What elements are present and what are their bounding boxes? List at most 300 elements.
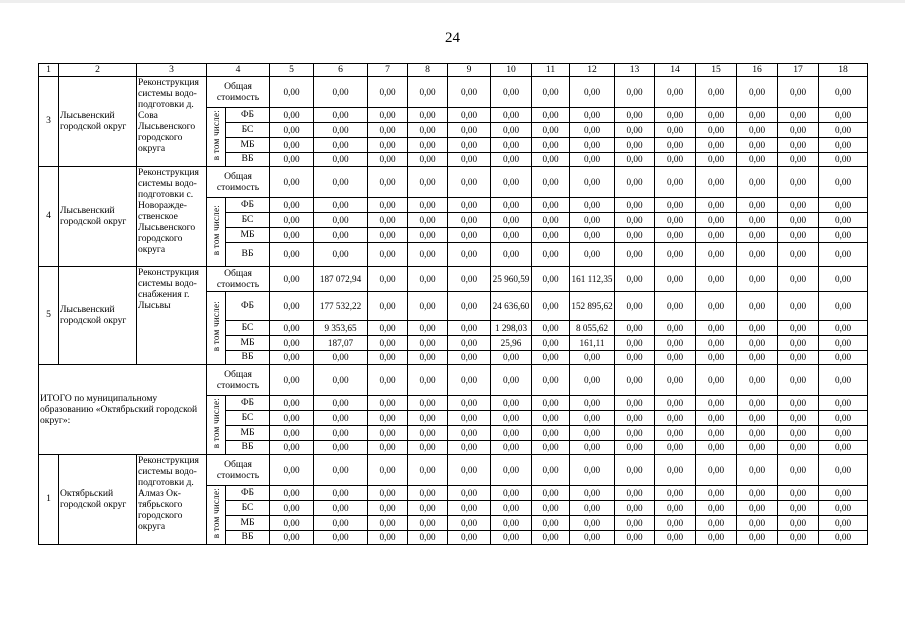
value-cell: 0,00: [778, 123, 819, 138]
value-cell: 0,00: [778, 228, 819, 243]
value-cell: 0,00: [615, 501, 655, 516]
value-cell: 0,00: [532, 351, 570, 365]
value-cell: 0,00: [778, 396, 819, 411]
fund-label: ФБ: [226, 108, 270, 123]
value-cell: 0,00: [655, 123, 696, 138]
col-header: 11: [532, 64, 570, 77]
value-cell: 0,00: [270, 441, 314, 455]
value-cell: 0,00: [368, 153, 408, 167]
value-cell: 0,00: [615, 516, 655, 531]
table-row: [39, 167, 868, 198]
object-name: Реконструкция системы водо- подготовки д. Алмаз Ок- тябрьского городского округа: [137, 455, 207, 545]
value-cell: 0,00: [570, 531, 615, 545]
value-cell: 0,00: [819, 108, 868, 123]
value-cell: 0,00: [819, 213, 868, 228]
value-cell: 25,96: [491, 336, 532, 351]
value-cell: 0,00: [491, 213, 532, 228]
value-cell: 0,00: [570, 138, 615, 153]
value-cell: 161 112,35: [570, 267, 615, 292]
value-cell: 0,00: [570, 123, 615, 138]
value-cell: 0,00: [655, 167, 696, 198]
value-cell: 0,00: [408, 441, 448, 455]
value-cell: 0,00: [737, 486, 778, 501]
value-cell: 0,00: [778, 167, 819, 198]
value-cell: 0,00: [615, 411, 655, 426]
value-cell: 0,00: [570, 153, 615, 167]
value-cell: 0,00: [408, 351, 448, 365]
value-cell: 0,00: [737, 138, 778, 153]
row-number: 1: [39, 455, 59, 545]
fund-label: БС: [226, 213, 270, 228]
total-cost-label: Общая стоимость: [207, 77, 270, 108]
value-cell: 0,00: [368, 501, 408, 516]
value-cell: 0,00: [778, 292, 819, 321]
value-cell: 0,00: [778, 501, 819, 516]
value-cell: 0,00: [737, 108, 778, 123]
value-cell: 0,00: [368, 426, 408, 441]
value-cell: 0,00: [737, 123, 778, 138]
value-cell: 0,00: [819, 501, 868, 516]
value-cell: 0,00: [448, 77, 491, 108]
row-number: 3: [39, 77, 59, 167]
value-cell: 0,00: [615, 531, 655, 545]
value-cell: 0,00: [696, 336, 737, 351]
value-cell: 0,00: [532, 411, 570, 426]
value-cell: 0,00: [368, 243, 408, 267]
in-total-label-cell: [207, 292, 226, 365]
value-cell: 0,00: [491, 486, 532, 501]
value-cell: 0,00: [778, 531, 819, 545]
value-cell: 0,00: [270, 531, 314, 545]
value-cell: 0,00: [448, 108, 491, 123]
value-cell: 0,00: [408, 396, 448, 411]
fund-label: ФБ: [226, 198, 270, 213]
value-cell: 0,00: [615, 228, 655, 243]
value-cell: 0,00: [314, 213, 368, 228]
table-row: [39, 267, 868, 292]
value-cell: 0,00: [696, 153, 737, 167]
value-cell: 0,00: [270, 365, 314, 396]
value-cell: 0,00: [570, 396, 615, 411]
value-cell: 0,00: [448, 396, 491, 411]
value-cell: 0,00: [655, 153, 696, 167]
value-cell: 0,00: [368, 167, 408, 198]
value-cell: 1 298,03: [491, 321, 532, 336]
value-cell: 0,00: [819, 441, 868, 455]
budget-table: [38, 63, 868, 545]
page-number: 24: [445, 30, 460, 46]
value-cell: 0,00: [408, 153, 448, 167]
value-cell: 0,00: [819, 228, 868, 243]
col-header: 2: [59, 64, 137, 77]
value-cell: 0,00: [368, 123, 408, 138]
value-cell: 0,00: [314, 455, 368, 486]
value-cell: 0,00: [655, 336, 696, 351]
col-header: 8: [408, 64, 448, 77]
row-number: 5: [39, 267, 59, 365]
in-total-label-cell: [207, 198, 226, 267]
value-cell: 0,00: [532, 108, 570, 123]
value-cell: 0,00: [368, 228, 408, 243]
value-cell: 0,00: [532, 77, 570, 108]
value-cell: 0,00: [408, 411, 448, 426]
fund-label: ВБ: [226, 531, 270, 545]
value-cell: 0,00: [819, 486, 868, 501]
value-cell: 0,00: [655, 267, 696, 292]
value-cell: 0,00: [408, 501, 448, 516]
value-cell: 0,00: [314, 243, 368, 267]
col-header: 4: [207, 64, 270, 77]
value-cell: 0,00: [737, 321, 778, 336]
value-cell: 0,00: [368, 396, 408, 411]
fund-label: МБ: [226, 426, 270, 441]
value-cell: 0,00: [532, 365, 570, 396]
value-cell: 0,00: [448, 153, 491, 167]
value-cell: 0,00: [570, 516, 615, 531]
value-cell: 0,00: [448, 501, 491, 516]
value-cell: 0,00: [819, 321, 868, 336]
value-cell: 0,00: [368, 441, 408, 455]
value-cell: 0,00: [615, 426, 655, 441]
value-cell: 0,00: [737, 501, 778, 516]
value-cell: 0,00: [615, 243, 655, 267]
value-cell: 0,00: [819, 77, 868, 108]
value-cell: 161,11: [570, 336, 615, 351]
value-cell: 0,00: [819, 411, 868, 426]
value-cell: 0,00: [491, 77, 532, 108]
value-cell: 0,00: [491, 138, 532, 153]
value-cell: 0,00: [737, 365, 778, 396]
value-cell: 0,00: [270, 321, 314, 336]
value-cell: 0,00: [448, 321, 491, 336]
value-cell: 0,00: [491, 153, 532, 167]
value-cell: 0,00: [368, 455, 408, 486]
value-cell: 0,00: [737, 267, 778, 292]
col-header: 6: [314, 64, 368, 77]
value-cell: 0,00: [532, 243, 570, 267]
value-cell: 0,00: [270, 123, 314, 138]
table-row: [39, 455, 868, 486]
value-cell: 0,00: [696, 108, 737, 123]
value-cell: 0,00: [737, 167, 778, 198]
value-cell: 0,00: [448, 486, 491, 501]
value-cell: 8 055,62: [570, 321, 615, 336]
value-cell: 0,00: [270, 411, 314, 426]
value-cell: 0,00: [368, 411, 408, 426]
value-cell: 0,00: [570, 243, 615, 267]
value-cell: 0,00: [532, 123, 570, 138]
district-name: Лысьвенский городской округ: [59, 167, 137, 267]
value-cell: 0,00: [368, 77, 408, 108]
col-header: 12: [570, 64, 615, 77]
value-cell: 0,00: [778, 213, 819, 228]
value-cell: 0,00: [615, 153, 655, 167]
fund-label: БС: [226, 501, 270, 516]
fund-label: МБ: [226, 516, 270, 531]
value-cell: 0,00: [696, 396, 737, 411]
col-header: 3: [137, 64, 207, 77]
value-cell: 0,00: [615, 441, 655, 455]
value-cell: 0,00: [737, 153, 778, 167]
value-cell: 0,00: [314, 426, 368, 441]
row-number: 4: [39, 167, 59, 267]
value-cell: 0,00: [778, 153, 819, 167]
value-cell: 0,00: [778, 486, 819, 501]
value-cell: 0,00: [532, 167, 570, 198]
value-cell: 0,00: [314, 77, 368, 108]
value-cell: 0,00: [314, 167, 368, 198]
value-cell: 0,00: [696, 138, 737, 153]
value-cell: 0,00: [570, 167, 615, 198]
value-cell: 0,00: [615, 336, 655, 351]
fund-label: ФБ: [226, 486, 270, 501]
value-cell: 0,00: [314, 501, 368, 516]
value-cell: 0,00: [491, 243, 532, 267]
fund-label: БС: [226, 321, 270, 336]
col-header: 1: [39, 64, 59, 77]
total-cost-label: Общая стоимость: [207, 455, 270, 486]
value-cell: 0,00: [819, 531, 868, 545]
value-cell: 0,00: [655, 213, 696, 228]
value-cell: 0,00: [408, 365, 448, 396]
value-cell: 0,00: [696, 516, 737, 531]
value-cell: 0,00: [314, 351, 368, 365]
value-cell: 0,00: [819, 365, 868, 396]
value-cell: 0,00: [570, 455, 615, 486]
value-cell: 0,00: [778, 455, 819, 486]
header-row: [39, 64, 868, 77]
value-cell: 0,00: [819, 516, 868, 531]
table-row: [39, 365, 868, 396]
value-cell: 0,00: [696, 213, 737, 228]
value-cell: 0,00: [532, 516, 570, 531]
value-cell: 0,00: [696, 486, 737, 501]
value-cell: 0,00: [737, 411, 778, 426]
value-cell: 0,00: [819, 153, 868, 167]
value-cell: 0,00: [270, 516, 314, 531]
value-cell: 0,00: [655, 292, 696, 321]
value-cell: 0,00: [655, 501, 696, 516]
value-cell: 0,00: [696, 501, 737, 516]
value-cell: 0,00: [570, 213, 615, 228]
value-cell: 0,00: [368, 336, 408, 351]
value-cell: 0,00: [615, 351, 655, 365]
value-cell: 0,00: [448, 228, 491, 243]
value-cell: 0,00: [491, 167, 532, 198]
value-cell: 0,00: [270, 198, 314, 213]
value-cell: 0,00: [615, 396, 655, 411]
value-cell: 0,00: [448, 123, 491, 138]
value-cell: 0,00: [655, 531, 696, 545]
total-cost-label: Общая стоимость: [207, 365, 270, 396]
value-cell: 0,00: [570, 351, 615, 365]
value-cell: 0,00: [491, 441, 532, 455]
value-cell: 0,00: [655, 365, 696, 396]
value-cell: 0,00: [532, 396, 570, 411]
value-cell: 177 532,22: [314, 292, 368, 321]
value-cell: 0,00: [368, 321, 408, 336]
value-cell: 0,00: [408, 198, 448, 213]
value-cell: 0,00: [819, 138, 868, 153]
value-cell: 0,00: [408, 426, 448, 441]
value-cell: 0,00: [532, 426, 570, 441]
fund-label: МБ: [226, 138, 270, 153]
value-cell: 0,00: [615, 321, 655, 336]
value-cell: 0,00: [491, 228, 532, 243]
in-total-label-cell: [207, 396, 226, 455]
value-cell: 0,00: [615, 198, 655, 213]
value-cell: 0,00: [270, 501, 314, 516]
in-total-label: в том числе:: [210, 205, 221, 256]
value-cell: 0,00: [532, 336, 570, 351]
fund-label: ФБ: [226, 292, 270, 321]
value-cell: 0,00: [368, 351, 408, 365]
value-cell: 0,00: [270, 351, 314, 365]
fund-label: ВБ: [226, 351, 270, 365]
value-cell: 0,00: [570, 411, 615, 426]
value-cell: 0,00: [270, 396, 314, 411]
value-cell: 0,00: [778, 411, 819, 426]
value-cell: 0,00: [314, 365, 368, 396]
value-cell: 0,00: [368, 365, 408, 396]
in-total-label: в том числе:: [210, 301, 221, 352]
col-header: 9: [448, 64, 491, 77]
value-cell: 24 636,60: [491, 292, 532, 321]
value-cell: 0,00: [570, 108, 615, 123]
value-cell: 0,00: [696, 198, 737, 213]
value-cell: 0,00: [778, 351, 819, 365]
value-cell: 0,00: [696, 167, 737, 198]
value-cell: 0,00: [819, 455, 868, 486]
value-cell: 0,00: [532, 455, 570, 486]
value-cell: 0,00: [615, 123, 655, 138]
value-cell: 0,00: [696, 321, 737, 336]
col-header: 10: [491, 64, 532, 77]
value-cell: 0,00: [696, 441, 737, 455]
value-cell: 0,00: [696, 365, 737, 396]
value-cell: 0,00: [491, 365, 532, 396]
value-cell: 0,00: [696, 531, 737, 545]
in-total-label-cell: [207, 108, 226, 167]
value-cell: 0,00: [368, 267, 408, 292]
value-cell: 0,00: [448, 516, 491, 531]
object-name: Реконструкция системы водо- подготовки д. Сова Лысьвенского городского округа: [137, 77, 207, 167]
value-cell: 0,00: [270, 486, 314, 501]
value-cell: 0,00: [314, 108, 368, 123]
fund-label: ВБ: [226, 441, 270, 455]
value-cell: 0,00: [778, 108, 819, 123]
value-cell: 0,00: [655, 411, 696, 426]
value-cell: 0,00: [448, 138, 491, 153]
value-cell: 0,00: [819, 351, 868, 365]
value-cell: 187,07: [314, 336, 368, 351]
value-cell: 0,00: [615, 213, 655, 228]
total-cost-label: Общая стоимость: [207, 167, 270, 198]
value-cell: 0,00: [570, 441, 615, 455]
value-cell: 0,00: [448, 351, 491, 365]
value-cell: 25 960,59: [491, 267, 532, 292]
col-header: 16: [737, 64, 778, 77]
value-cell: 0,00: [696, 351, 737, 365]
value-cell: 0,00: [737, 455, 778, 486]
value-cell: 0,00: [448, 455, 491, 486]
value-cell: 0,00: [408, 486, 448, 501]
value-cell: 0,00: [408, 167, 448, 198]
value-cell: 187 072,94: [314, 267, 368, 292]
value-cell: 0,00: [314, 228, 368, 243]
value-cell: 0,00: [778, 198, 819, 213]
value-cell: 0,00: [615, 486, 655, 501]
value-cell: 0,00: [314, 198, 368, 213]
value-cell: 0,00: [448, 267, 491, 292]
value-cell: 0,00: [408, 531, 448, 545]
value-cell: 0,00: [778, 243, 819, 267]
value-cell: 0,00: [532, 321, 570, 336]
value-cell: 0,00: [448, 426, 491, 441]
value-cell: 0,00: [532, 198, 570, 213]
value-cell: 152 895,62: [570, 292, 615, 321]
value-cell: 0,00: [532, 153, 570, 167]
value-cell: 0,00: [314, 441, 368, 455]
value-cell: 0,00: [408, 321, 448, 336]
value-cell: 0,00: [696, 123, 737, 138]
value-cell: 0,00: [532, 501, 570, 516]
value-cell: 0,00: [368, 108, 408, 123]
value-cell: 0,00: [737, 213, 778, 228]
value-cell: 0,00: [778, 516, 819, 531]
value-cell: 0,00: [655, 351, 696, 365]
value-cell: 0,00: [778, 77, 819, 108]
fund-label: МБ: [226, 228, 270, 243]
value-cell: 0,00: [270, 108, 314, 123]
value-cell: 0,00: [570, 501, 615, 516]
value-cell: 0,00: [491, 455, 532, 486]
district-name: Октябрьский городской округ: [59, 455, 137, 545]
value-cell: 0,00: [408, 267, 448, 292]
value-cell: 0,00: [408, 336, 448, 351]
value-cell: 0,00: [655, 396, 696, 411]
value-cell: 0,00: [270, 455, 314, 486]
value-cell: 0,00: [532, 228, 570, 243]
fund-label: ВБ: [226, 243, 270, 267]
col-header: 5: [270, 64, 314, 77]
value-cell: 0,00: [408, 516, 448, 531]
value-cell: 0,00: [819, 426, 868, 441]
value-cell: 0,00: [408, 77, 448, 108]
value-cell: 0,00: [737, 426, 778, 441]
fund-label: МБ: [226, 336, 270, 351]
value-cell: 0,00: [314, 396, 368, 411]
value-cell: 0,00: [737, 336, 778, 351]
value-cell: 0,00: [819, 198, 868, 213]
col-header: 13: [615, 64, 655, 77]
value-cell: 0,00: [314, 138, 368, 153]
value-cell: 0,00: [408, 213, 448, 228]
value-cell: 0,00: [408, 108, 448, 123]
page-top-edge: [0, 0, 905, 3]
value-cell: 0,00: [448, 213, 491, 228]
value-cell: 0,00: [737, 516, 778, 531]
value-cell: 0,00: [368, 213, 408, 228]
value-cell: 0,00: [655, 198, 696, 213]
district-name: Лысьвенский городской округ: [59, 267, 137, 365]
in-total-label: в том числе:: [210, 488, 221, 539]
value-cell: 0,00: [696, 426, 737, 441]
value-cell: 0,00: [737, 531, 778, 545]
value-cell: 0,00: [491, 108, 532, 123]
value-cell: 0,00: [408, 228, 448, 243]
value-cell: 0,00: [615, 77, 655, 108]
